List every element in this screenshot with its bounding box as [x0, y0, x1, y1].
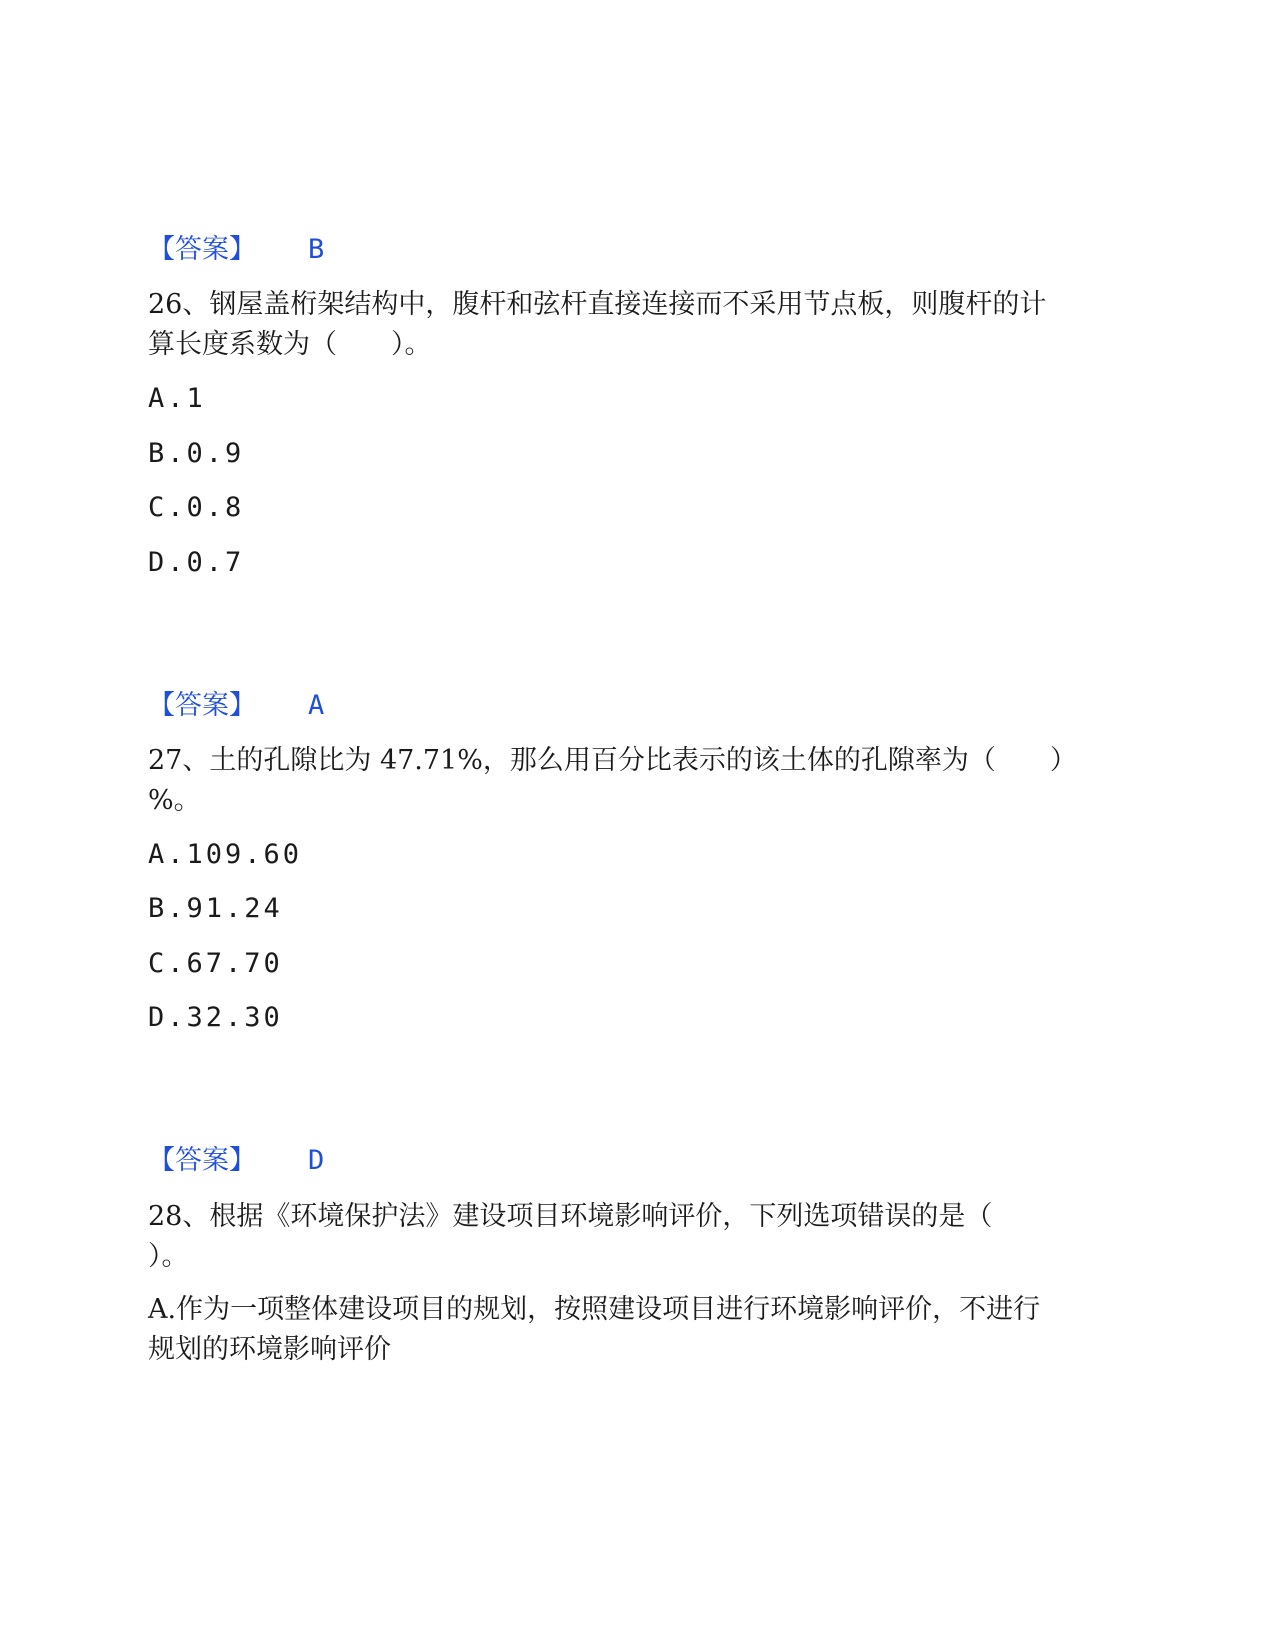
- question-28-text-line2: ）。: [148, 1241, 189, 1272]
- question-27-option-c: C.67.70: [148, 948, 283, 979]
- answer-value: A: [308, 690, 325, 721]
- answer-label: 【答案】: [148, 690, 256, 721]
- question-27-text-line2: %。: [148, 785, 201, 816]
- question-26-text-line2: 算长度系数为（ ）。: [148, 329, 432, 360]
- question-26-option-b: B.0.9: [148, 438, 245, 469]
- question-28-option-a-line2: 规划的环境影响评价: [148, 1334, 391, 1365]
- question-28-text-line1: 28、根据《环境保护法》建设项目环境影响评价，下列选项错误的是（: [148, 1201, 993, 1232]
- question-26-option-d: D.0.7: [148, 547, 245, 578]
- answer-row-q26: [148, 688, 324, 724]
- question-27-text-line1: 27、土的孔隙比为 47.71%，那么用百分比表示的该土体的孔隙率为（ ）: [148, 745, 1077, 776]
- question-27-option-d: D.32.30: [148, 1002, 283, 1033]
- answer-row-q25: [148, 232, 324, 268]
- answer-label: 【答案】: [148, 1145, 256, 1176]
- question-26-text-line1: 26、钢屋盖桁架结构中，腹杆和弦杆直接连接而不采用节点板，则腹杆的计: [148, 289, 1047, 320]
- question-26-option-c: C.0.8: [148, 492, 245, 523]
- answer-label: 【答案】: [148, 234, 256, 265]
- answer-row-q27: [148, 1143, 324, 1179]
- question-28-option-a-line1: A.作为一项整体建设项目的规划，按照建设项目进行环境影响评价，不进行: [148, 1294, 1041, 1325]
- question-26-option-a: A.1: [148, 383, 206, 414]
- question-27-option-a: A.109.60: [148, 839, 303, 870]
- answer-value: D: [308, 1145, 325, 1176]
- answer-value: B: [308, 234, 325, 265]
- question-27-option-b: B.91.24: [148, 893, 283, 924]
